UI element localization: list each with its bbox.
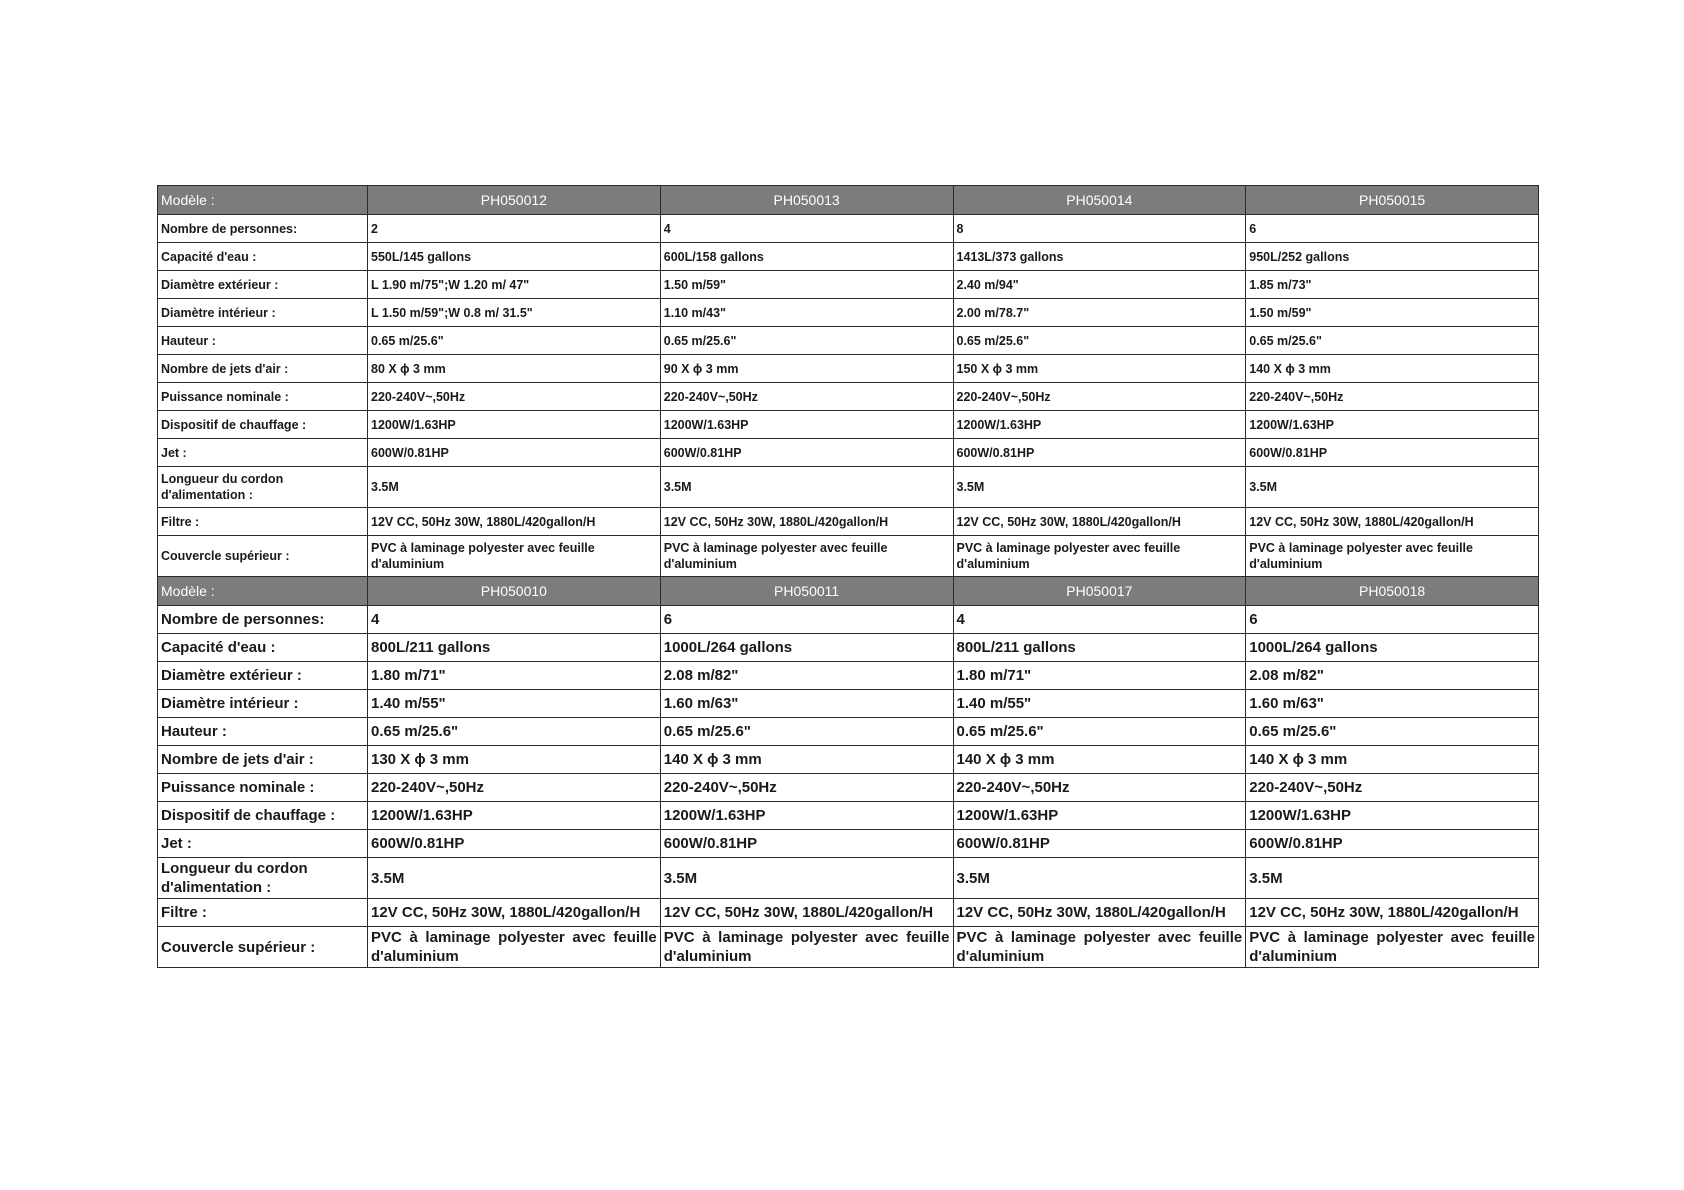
spec-value: 1200W/1.63HP [660, 802, 953, 830]
spec-value: 600L/158 gallons [660, 243, 953, 271]
spec-value: 80 X ϕ 3 mm [368, 355, 661, 383]
table-row [158, 215, 1539, 243]
table-row [158, 899, 1539, 927]
spec-value: 220-240V~,50Hz [1246, 774, 1539, 802]
spec-value: 1.10 m/43" [660, 299, 953, 327]
spec-value: 1413L/373 gallons [953, 243, 1246, 271]
spec-value: 1200W/1.63HP [660, 411, 953, 439]
table-row [158, 383, 1539, 411]
spec-value: PVC à laminage polyester avec feuille d'aluminium [1246, 927, 1539, 968]
spec-value: 3.5M [1246, 467, 1539, 508]
spec-value: 600W/0.81HP [1246, 439, 1539, 467]
spec-value: 1.40 m/55" [953, 690, 1246, 718]
row-label: Capacité d'eau : [158, 243, 368, 271]
spec-value: 3.5M [1246, 858, 1539, 899]
spec-value: 12V CC, 50Hz 30W, 1880L/420gallon/H [660, 899, 953, 927]
spec-value: 90 X ϕ 3 mm [660, 355, 953, 383]
spec-value: 2.40 m/94" [953, 271, 1246, 299]
row-label: Dispositif de chauffage : [158, 802, 368, 830]
table-row [158, 774, 1539, 802]
spec-table [157, 185, 1539, 968]
spec-block-2 [158, 577, 1539, 968]
table-row [158, 411, 1539, 439]
spec-value: 2.00 m/78.7" [953, 299, 1246, 327]
spec-value: 12V CC, 50Hz 30W, 1880L/420gallon/H [953, 508, 1246, 536]
spec-value: 1200W/1.63HP [368, 411, 661, 439]
table-row [158, 606, 1539, 634]
spec-value: 1.60 m/63" [660, 690, 953, 718]
spec-value: 1.60 m/63" [1246, 690, 1539, 718]
model-header-row [158, 577, 1539, 606]
spec-value: 150 X ϕ 3 mm [953, 355, 1246, 383]
spec-value: 4 [953, 606, 1246, 634]
spec-value: 0.65 m/25.6" [368, 718, 661, 746]
spec-value: 12V CC, 50Hz 30W, 1880L/420gallon/H [368, 899, 661, 927]
spec-value: 1.85 m/73" [1246, 271, 1539, 299]
table-row [158, 746, 1539, 774]
table-row [158, 439, 1539, 467]
spec-value: 1.50 m/59" [660, 271, 953, 299]
table-row [158, 802, 1539, 830]
spec-value: 600W/0.81HP [953, 439, 1246, 467]
row-label: Nombre de personnes: [158, 215, 368, 243]
spec-value: 0.65 m/25.6" [368, 327, 661, 355]
row-label: Nombre de jets d'air : [158, 355, 368, 383]
spec-value: PVC à laminage polyester avec feuille d'aluminium [953, 927, 1246, 968]
table-row [158, 662, 1539, 690]
row-label: Puissance nominale : [158, 383, 368, 411]
spec-value: 1000L/264 gallons [660, 634, 953, 662]
spec-value: 1.40 m/55" [368, 690, 661, 718]
row-label: Jet : [158, 439, 368, 467]
spec-value: 2.08 m/82" [660, 662, 953, 690]
spec-value: PVC à laminage polyester avec feuille d'aluminium [368, 536, 661, 577]
row-label: Hauteur : [158, 327, 368, 355]
table-row [158, 271, 1539, 299]
row-label: Longueur du cordon d'alimentation : [158, 858, 368, 899]
spec-value: 0.65 m/25.6" [1246, 718, 1539, 746]
spec-value: PVC à laminage polyester avec feuille d'aluminium [953, 536, 1246, 577]
model-label: Modèle : [158, 577, 368, 606]
spec-value: 12V CC, 50Hz 30W, 1880L/420gallon/H [1246, 508, 1539, 536]
spec-value: 600W/0.81HP [660, 439, 953, 467]
spec-value: 1200W/1.63HP [953, 802, 1246, 830]
spec-value: 4 [368, 606, 661, 634]
spec-value: 0.65 m/25.6" [660, 327, 953, 355]
row-label: Nombre de jets d'air : [158, 746, 368, 774]
spec-value: 0.65 m/25.6" [953, 718, 1246, 746]
table-row [158, 718, 1539, 746]
table-row [158, 858, 1539, 899]
spec-value: 1000L/264 gallons [1246, 634, 1539, 662]
spec-value: 6 [1246, 606, 1539, 634]
spec-value: 3.5M [953, 858, 1246, 899]
spec-value: PVC à laminage polyester avec feuille d'aluminium [1246, 536, 1539, 577]
table-row [158, 299, 1539, 327]
model-name: PH050018 [1246, 577, 1539, 606]
spec-value: 950L/252 gallons [1246, 243, 1539, 271]
spec-value: 3.5M [660, 467, 953, 508]
spec-value: 130 X ϕ 3 mm [368, 746, 661, 774]
spec-value: 140 X ϕ 3 mm [1246, 355, 1539, 383]
table-row [158, 243, 1539, 271]
table-row [158, 634, 1539, 662]
model-header-row [158, 186, 1539, 215]
spec-value: 1200W/1.63HP [368, 802, 661, 830]
spec-value: 600W/0.81HP [1246, 830, 1539, 858]
table-row [158, 508, 1539, 536]
row-label: Couvercle supérieur : [158, 927, 368, 968]
spec-value: 2 [368, 215, 661, 243]
row-label: Diamètre extérieur : [158, 271, 368, 299]
spec-value: 600W/0.81HP [368, 830, 661, 858]
spec-value: L 1.90 m/75";W 1.20 m/ 47" [368, 271, 661, 299]
spec-value: 220-240V~,50Hz [953, 383, 1246, 411]
table-row [158, 355, 1539, 383]
row-label: Jet : [158, 830, 368, 858]
spec-value: 6 [1246, 215, 1539, 243]
row-label: Longueur du cordon d'alimentation : [158, 467, 368, 508]
row-label: Hauteur : [158, 718, 368, 746]
row-label: Nombre de personnes: [158, 606, 368, 634]
spec-value: 140 X ϕ 3 mm [1246, 746, 1539, 774]
model-name: PH050012 [368, 186, 661, 215]
spec-value: 1.80 m/71" [953, 662, 1246, 690]
spec-value: 6 [660, 606, 953, 634]
spec-value: 0.65 m/25.6" [1246, 327, 1539, 355]
row-label: Diamètre extérieur : [158, 662, 368, 690]
spec-value: 12V CC, 50Hz 30W, 1880L/420gallon/H [368, 508, 661, 536]
spec-value: 600W/0.81HP [660, 830, 953, 858]
spec-value: PVC à laminage polyester avec feuille d'aluminium [660, 927, 953, 968]
row-label: Diamètre intérieur : [158, 299, 368, 327]
table-row [158, 927, 1539, 968]
spec-value: 3.5M [953, 467, 1246, 508]
model-name: PH050014 [953, 186, 1246, 215]
spec-value: 550L/145 gallons [368, 243, 661, 271]
table-row [158, 690, 1539, 718]
spec-value: 600W/0.81HP [953, 830, 1246, 858]
spec-value: 12V CC, 50Hz 30W, 1880L/420gallon/H [1246, 899, 1539, 927]
row-label: Puissance nominale : [158, 774, 368, 802]
row-label: Couvercle supérieur : [158, 536, 368, 577]
row-label: Filtre : [158, 899, 368, 927]
spec-value: 140 X ϕ 3 mm [660, 746, 953, 774]
spec-value: 0.65 m/25.6" [660, 718, 953, 746]
spec-value: 12V CC, 50Hz 30W, 1880L/420gallon/H [953, 899, 1246, 927]
spec-value: 3.5M [368, 858, 661, 899]
model-name: PH050017 [953, 577, 1246, 606]
spec-value: 8 [953, 215, 1246, 243]
spec-value: 4 [660, 215, 953, 243]
table-row [158, 536, 1539, 577]
spec-value: 1200W/1.63HP [1246, 802, 1539, 830]
spec-value: 600W/0.81HP [368, 439, 661, 467]
spec-value: 800L/211 gallons [953, 634, 1246, 662]
spec-block-1 [158, 186, 1539, 577]
spec-value: 220-240V~,50Hz [1246, 383, 1539, 411]
table-row [158, 327, 1539, 355]
table-row [158, 830, 1539, 858]
spec-value: 1200W/1.63HP [1246, 411, 1539, 439]
spec-value: 2.08 m/82" [1246, 662, 1539, 690]
spec-value: L 1.50 m/59";W 0.8 m/ 31.5" [368, 299, 661, 327]
spec-value: 3.5M [368, 467, 661, 508]
model-label: Modèle : [158, 186, 368, 215]
spec-value: 12V CC, 50Hz 30W, 1880L/420gallon/H [660, 508, 953, 536]
model-name: PH050010 [368, 577, 661, 606]
spec-sheet [157, 185, 1538, 968]
row-label: Filtre : [158, 508, 368, 536]
model-name: PH050011 [660, 577, 953, 606]
row-label: Dispositif de chauffage : [158, 411, 368, 439]
spec-value: 220-240V~,50Hz [368, 383, 661, 411]
model-name: PH050015 [1246, 186, 1539, 215]
table-row [158, 467, 1539, 508]
row-label: Capacité d'eau : [158, 634, 368, 662]
model-name: PH050013 [660, 186, 953, 215]
spec-value: PVC à laminage polyester avec feuille d'aluminium [368, 927, 661, 968]
row-label: Diamètre intérieur : [158, 690, 368, 718]
spec-value: 220-240V~,50Hz [660, 774, 953, 802]
spec-value: 1.80 m/71" [368, 662, 661, 690]
spec-value: 1200W/1.63HP [953, 411, 1246, 439]
spec-value: 220-240V~,50Hz [660, 383, 953, 411]
spec-value: PVC à laminage polyester avec feuille d'aluminium [660, 536, 953, 577]
spec-value: 1.50 m/59" [1246, 299, 1539, 327]
spec-value: 220-240V~,50Hz [368, 774, 661, 802]
spec-value: 220-240V~,50Hz [953, 774, 1246, 802]
spec-value: 800L/211 gallons [368, 634, 661, 662]
spec-value: 140 X ϕ 3 mm [953, 746, 1246, 774]
spec-value: 0.65 m/25.6" [953, 327, 1246, 355]
spec-value: 3.5M [660, 858, 953, 899]
